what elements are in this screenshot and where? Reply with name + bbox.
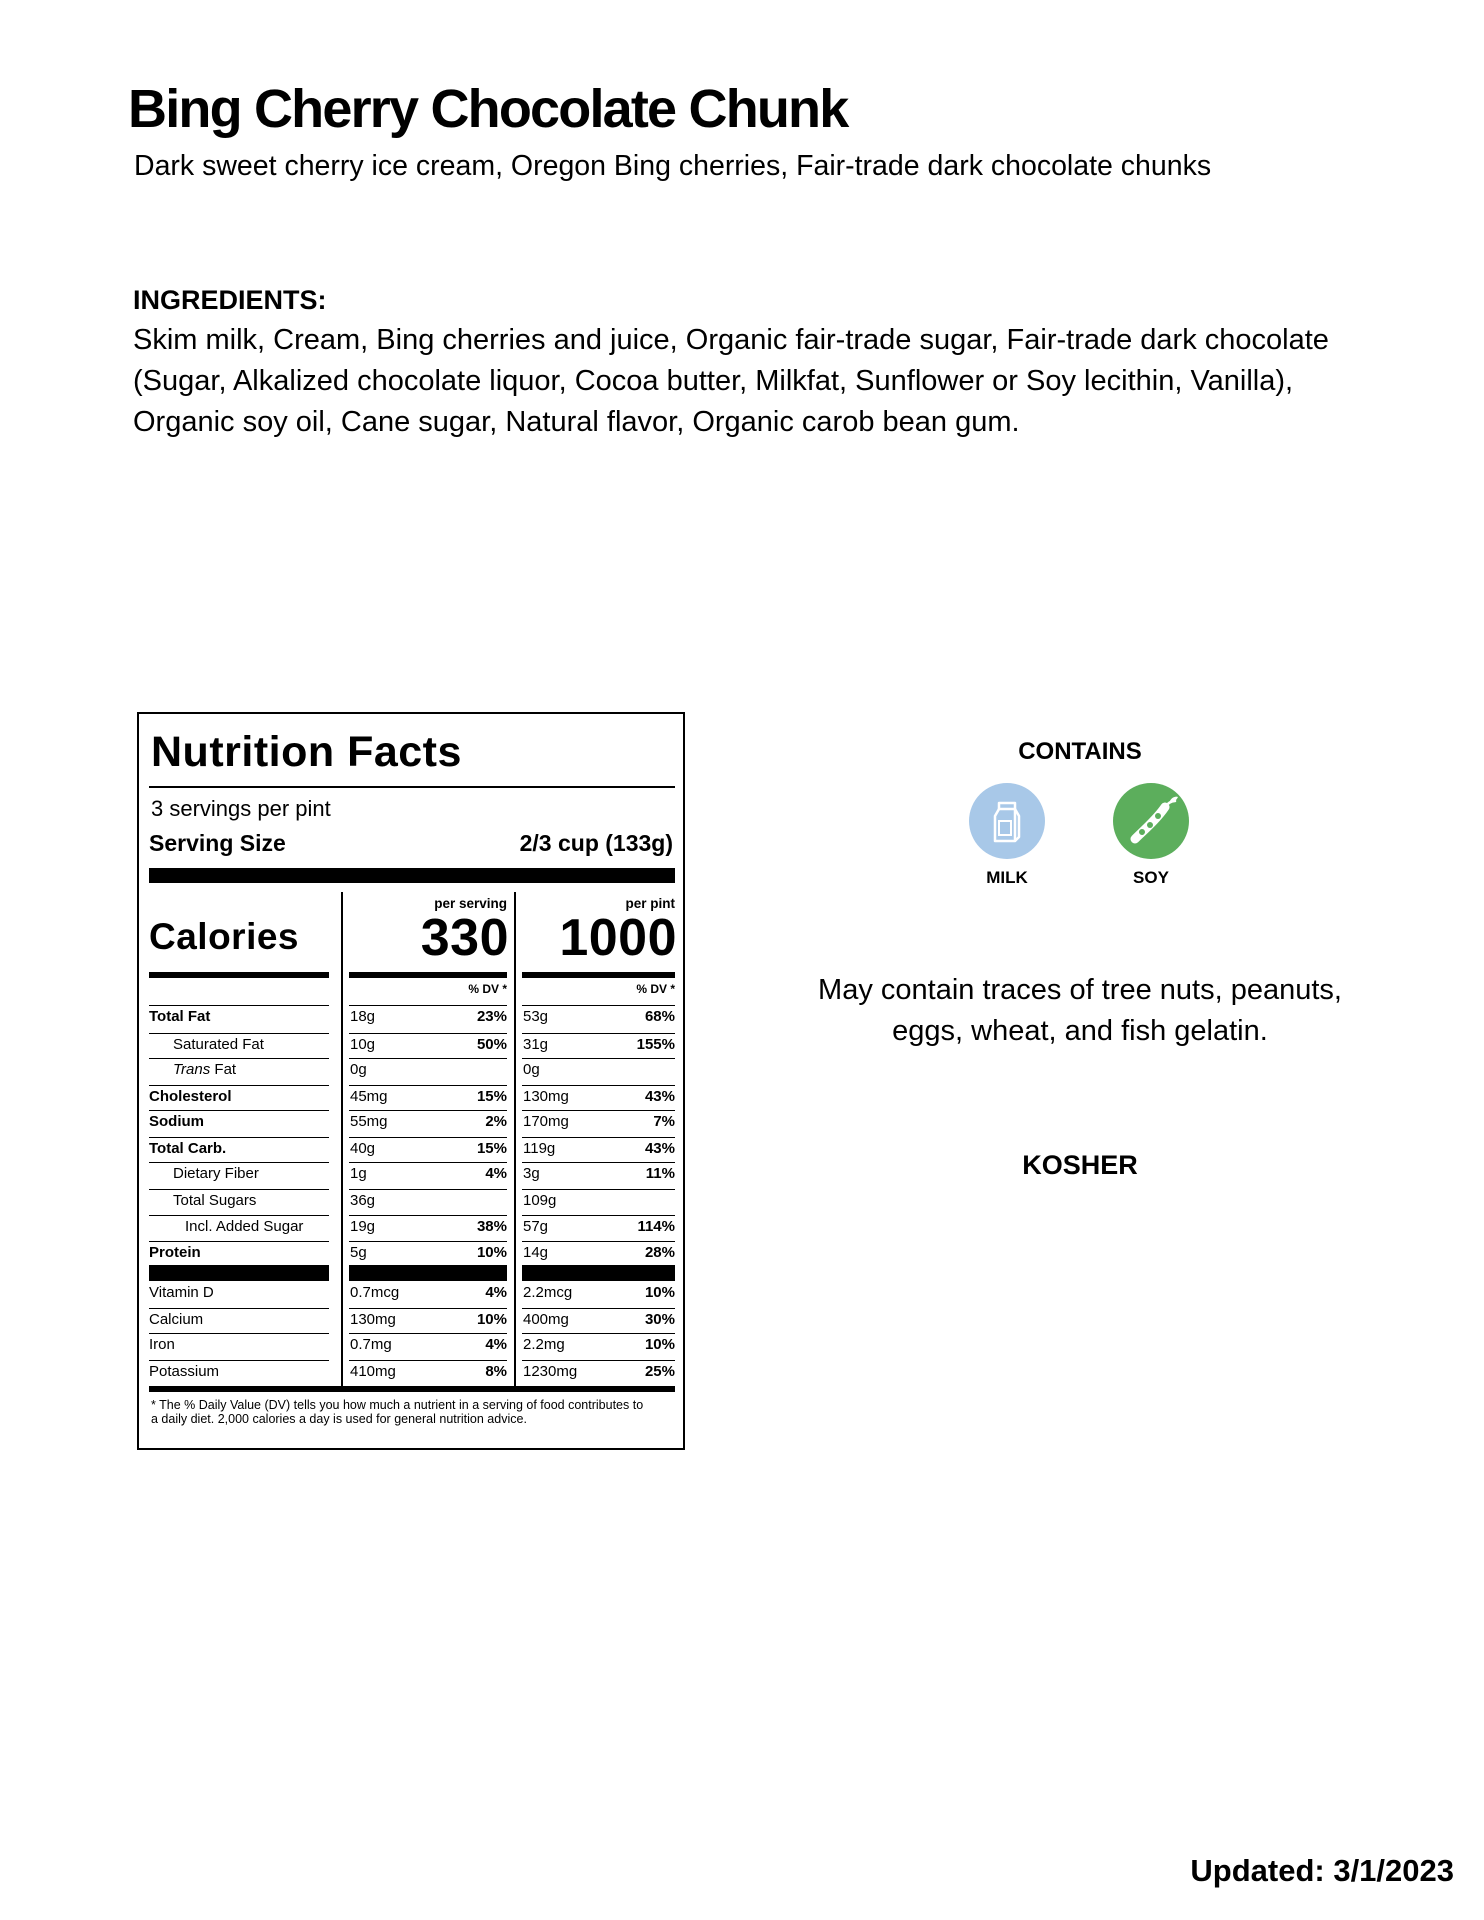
row-divider	[149, 1189, 329, 1190]
per-serving-dv: 10%	[476, 1311, 507, 1328]
nutrient-label: Calcium	[149, 1311, 204, 1328]
ingredients-text: Skim milk, Cream, Bing cherries and juice, Organic fair-trade sugar, Fair-trade dark chocolate (Sugar, Alkalized chocolate liquor, Cocoa butter, Milkfat, Sunflower or Soy lecithin, Vanilla), Organic soy oil, Cane sugar, Natural flavor, Organic carob bean gum.	[133, 324, 1329, 438]
serving-size-label: Serving Size	[149, 830, 286, 856]
dv-header: % DV *	[468, 982, 507, 996]
vitamin-section-divider	[149, 1265, 329, 1281]
calories-per-pint: 1000	[559, 909, 677, 967]
row-divider	[522, 1085, 675, 1086]
milk-allergen-label: MILK	[986, 868, 1028, 887]
updated-date: Updated: 3/1/2023	[1190, 1853, 1454, 1888]
nutrient-label: Cholesterol	[149, 1088, 232, 1105]
per-pint-dv: 155%	[636, 1036, 675, 1053]
row-divider	[149, 1215, 329, 1216]
vitamin-section-divider	[349, 1265, 507, 1281]
nutrient-label-italic: Trans	[173, 1061, 211, 1078]
vitamin-section-divider	[522, 1265, 675, 1281]
daily-value-footnote: * The % Daily Value (DV) tells you how much a nutrient in a serving of food contributes to a daily diet. 2,000 calories a day is used for general nutrition advice.	[151, 1398, 644, 1426]
per-serving-amount: 45mg	[350, 1088, 388, 1105]
calories-divider	[349, 972, 507, 978]
row-divider	[522, 1137, 675, 1138]
per-pint-amount: 119g	[523, 1140, 556, 1157]
row-divider	[349, 1189, 507, 1190]
nutrient-label	[173, 1061, 236, 1083]
product-description: Dark sweet cherry ice cream, Oregon Bing cherries, Fair-trade dark chocolate chunks	[134, 150, 1212, 182]
per-serving-dv: 50%	[476, 1036, 507, 1053]
per-pint-dv: 43%	[644, 1140, 675, 1157]
row-divider	[522, 1215, 675, 1216]
row-divider	[522, 1333, 675, 1334]
per-pint-dv: 11%	[645, 1165, 675, 1182]
row-divider	[149, 1333, 329, 1334]
per-pint-dv: 30%	[644, 1311, 675, 1328]
per-serving-dv: 4%	[485, 1336, 507, 1353]
row-divider	[149, 1033, 329, 1034]
nutrient-label: Dietary Fiber	[173, 1165, 259, 1182]
per-serving-dv: 15%	[476, 1140, 507, 1157]
per-pint-amount: 1230mg	[523, 1363, 578, 1380]
row-divider	[522, 1189, 675, 1190]
nutrient-label: Total Fat	[149, 1008, 211, 1025]
row-divider	[149, 1085, 329, 1086]
per-pint-dv: 7%	[653, 1113, 675, 1130]
row-divider	[149, 1360, 329, 1361]
per-pint-amount: 57g	[523, 1218, 549, 1235]
row-divider	[349, 1005, 507, 1006]
row-divider	[349, 1360, 507, 1361]
per-pint-label: per pint	[625, 896, 675, 911]
per-serving-dv: 2%	[485, 1113, 507, 1130]
nutrient-label: Total Sugars	[173, 1192, 257, 1209]
row-divider	[349, 1241, 507, 1242]
may-contain-statement: May contain traces of tree nuts, peanuts, eggs, wheat, and fish gelatin.	[818, 974, 1342, 1047]
row-divider	[522, 1033, 675, 1034]
milk-carton-icon	[969, 783, 1045, 859]
row-divider	[349, 1058, 507, 1059]
calories-divider	[149, 972, 329, 978]
thick-divider	[149, 1386, 675, 1392]
contains-heading: CONTAINS	[1018, 738, 1142, 765]
per-pint-amount: 2.2mg	[523, 1336, 565, 1353]
per-pint-amount: 53g	[523, 1008, 549, 1025]
per-pint-amount: 31g	[523, 1036, 549, 1053]
calories-label: Calories	[149, 916, 300, 957]
per-pint-amount: 3g	[523, 1165, 540, 1182]
per-pint-dv: 43%	[644, 1088, 675, 1105]
per-pint-amount: 400mg	[523, 1311, 569, 1328]
per-pint-dv: 25%	[644, 1363, 675, 1380]
row-divider	[349, 1033, 507, 1034]
nutrient-label: Sodium	[149, 1113, 204, 1130]
soy-allergen-badge	[1113, 783, 1189, 859]
per-pint-dv: 68%	[644, 1008, 675, 1025]
row-divider	[149, 1162, 329, 1163]
soy-allergen-label: SOY	[1133, 868, 1169, 887]
per-serving-amount: 410mg	[350, 1363, 396, 1380]
row-divider	[149, 1110, 329, 1111]
row-divider	[149, 1137, 329, 1138]
row-divider	[349, 1085, 507, 1086]
per-serving-amount: 10g	[350, 1036, 376, 1053]
nutrient-label-suffix: Fat	[210, 1061, 237, 1078]
per-serving-amount: 40g	[350, 1140, 376, 1157]
nutrient-label: Incl. Added Sugar	[185, 1218, 304, 1235]
row-divider	[522, 1162, 675, 1163]
nutrient-label: Iron	[149, 1336, 175, 1353]
per-pint-dv: 10%	[644, 1284, 675, 1301]
per-serving-amount: 0g	[350, 1061, 367, 1078]
row-divider	[522, 1360, 675, 1361]
thick-divider	[149, 868, 675, 883]
column-divider	[341, 892, 343, 1392]
ingredients-heading: INGREDIENTS:	[133, 285, 327, 315]
per-pint-amount: 130mg	[523, 1088, 569, 1105]
nutrition-facts-title: Nutrition Facts	[151, 728, 462, 776]
row-divider	[522, 1005, 675, 1006]
per-serving-dv: 4%	[485, 1165, 507, 1182]
serving-size-value: 2/3 cup (133g)	[519, 830, 673, 856]
per-pint-amount: 0g	[523, 1061, 540, 1078]
per-pint-dv: 28%	[644, 1244, 675, 1261]
per-pint-amount: 170mg	[523, 1113, 569, 1130]
per-serving-amount: 19g	[350, 1218, 376, 1235]
dv-header: % DV *	[636, 982, 675, 996]
per-serving-amount: 0.7mg	[350, 1336, 392, 1353]
row-divider	[149, 1241, 329, 1242]
row-divider	[349, 1333, 507, 1334]
per-serving-dv: 10%	[476, 1244, 507, 1261]
per-serving-amount: 5g	[350, 1244, 367, 1261]
row-divider	[522, 1058, 675, 1059]
row-divider	[149, 1058, 329, 1059]
divider	[149, 786, 675, 788]
row-divider	[522, 1241, 675, 1242]
servings-per-container: 3 servings per pint	[151, 796, 331, 821]
row-divider	[149, 1005, 329, 1006]
per-serving-amount: 0.7mcg	[350, 1284, 400, 1301]
row-divider	[522, 1110, 675, 1111]
nutrient-label: Total Carb.	[149, 1140, 227, 1157]
row-divider	[149, 1308, 329, 1309]
per-serving-amount: 18g	[350, 1008, 376, 1025]
nutrient-label: Saturated Fat	[173, 1036, 264, 1053]
per-serving-amount: 130mg	[350, 1311, 396, 1328]
row-divider	[349, 1110, 507, 1111]
column-divider	[514, 892, 516, 1392]
nutrient-label: Vitamin D	[149, 1284, 214, 1301]
per-serving-dv: 15%	[476, 1088, 507, 1105]
per-serving-dv: 4%	[485, 1284, 507, 1301]
per-serving-amount: 55mg	[350, 1113, 388, 1130]
per-pint-dv: 114%	[637, 1218, 675, 1235]
per-serving-dv: 38%	[476, 1218, 507, 1235]
row-divider	[349, 1162, 507, 1163]
row-divider	[349, 1215, 507, 1216]
row-divider	[349, 1137, 507, 1138]
per-pint-amount: 109g	[523, 1192, 557, 1209]
kosher-label: KOSHER	[1022, 1150, 1138, 1180]
calories-divider	[522, 972, 675, 978]
per-serving-label: per serving	[434, 896, 507, 911]
per-serving-dv: 8%	[485, 1363, 507, 1380]
per-serving-dv: 23%	[476, 1008, 507, 1025]
nutrient-label: Protein	[149, 1244, 201, 1261]
nutrition-facts-panel	[137, 712, 685, 1450]
calories-per-serving: 330	[420, 909, 509, 967]
product-title: Bing Cherry Chocolate Chunk	[128, 79, 848, 139]
row-divider	[349, 1308, 507, 1309]
milk-allergen-badge	[969, 783, 1045, 859]
per-pint-dv: 10%	[644, 1336, 675, 1353]
per-serving-amount: 36g	[350, 1192, 376, 1209]
per-pint-amount: 14g	[523, 1244, 549, 1261]
per-serving-amount: 1g	[350, 1165, 367, 1182]
row-divider	[522, 1308, 675, 1309]
per-pint-amount: 2.2mcg	[523, 1284, 573, 1301]
nutrient-label: Potassium	[149, 1363, 220, 1380]
soybean-icon	[1113, 783, 1189, 859]
